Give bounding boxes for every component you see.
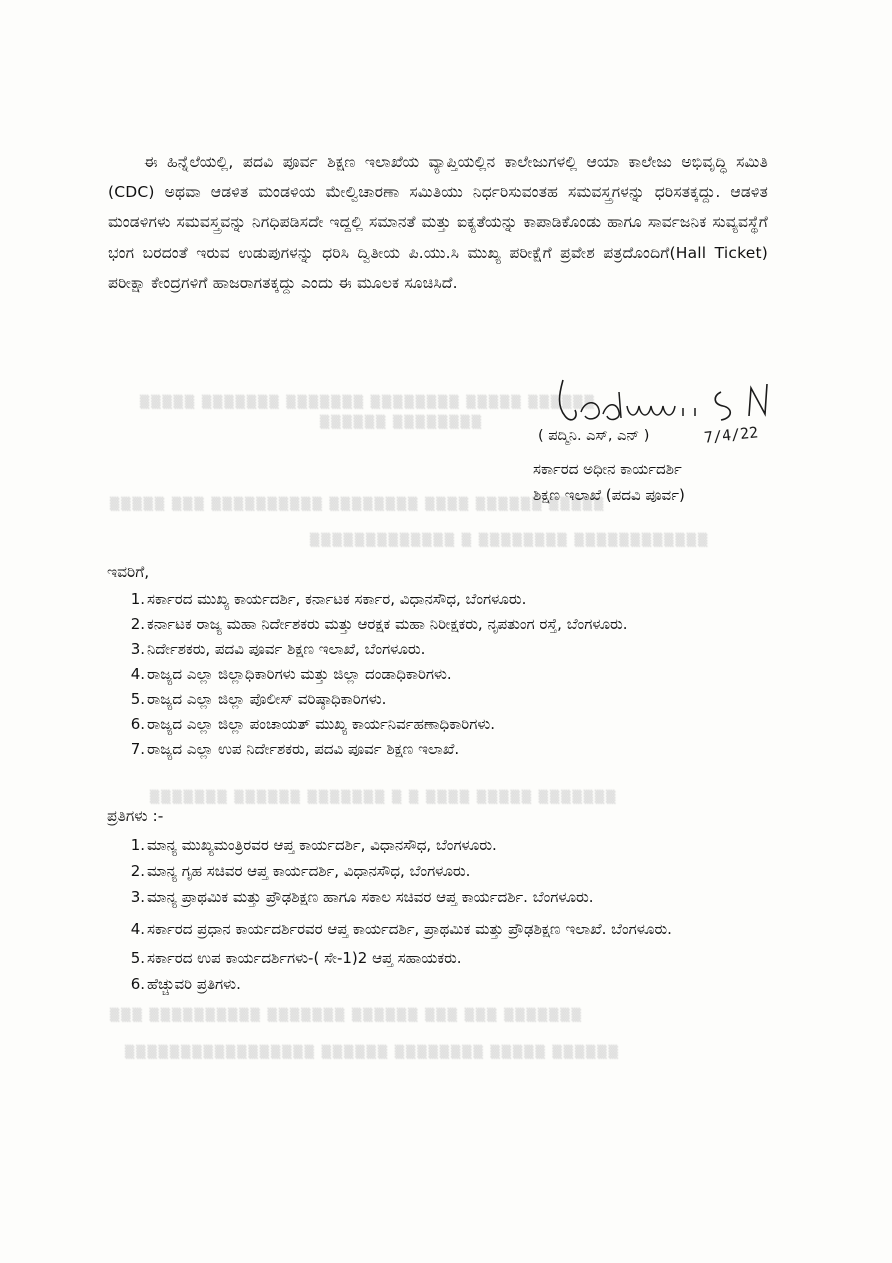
list-number: 5. (130, 690, 145, 708)
copies-item-2 (107, 861, 787, 882)
list-number: 3. (130, 888, 145, 906)
list-number: 3. (130, 640, 145, 658)
recipients-item-3 (107, 639, 787, 660)
copies-item-1 (107, 835, 787, 856)
bleed-through-line: ▒▒▒▒▒▒ ▒▒▒▒▒▒▒▒ (320, 415, 484, 429)
list-text: ಮಾನ್ಯ ಗೃಹ ಸಚಿವರ ಆಪ್ತ ಕಾರ್ಯದರ್ಶಿ, ವಿಧಾನಸೌಧ, ಬೆಂಗಳೂರು. (147, 862, 471, 880)
list-text: ಕರ್ನಾಟಕ ರಾಜ್ಯ ಮಹಾ ನಿರ್ದೇಶಕರು ಮತ್ತು ಆರಕ್ಷಕ ಮಹಾ ನಿರೀಕ್ಷಕರು, ನೃಪತುಂಗ ರಸ್ತೆ, ಬೆಂಗಳೂರು. (147, 615, 628, 633)
list-number: 7. (130, 740, 145, 758)
body-paragraph: ಈ ಹಿನ್ನೆಲೆಯಲ್ಲಿ, ಪದವಿ ಪೂರ್ವ ಶಿಕ್ಷಣ ಇಲಾಖೆಯ ವ್ಯಾಪ್ತಿಯಲ್ಲಿನ ಕಾಲೇಜುಗಳಲ್ಲಿ ಆಯಾ ಕಾಲೇಜು ಅಭಿವೃದ್ಧಿ ಸಮಿತಿ (CDC) ಅಥವಾ ಆಡಳಿತ ಮಂಡಳಿಯ ಮೇಲ್ವಿಚಾರಣಾ ಸಮಿತಿಯು ನಿರ್ಧರಿಸುವಂತಹ ಸಮವಸ್ತ್ರಗಳನ್ನು ಧರಿಸತಕ್ಕದ್ದು. ಆಡಳಿತ ಮಂಡಳಿಗಳು ಸಮವಸ್ತ್ರವನ್ನು ನಿಗಧಿಪಡಿಸದೇ ಇದ್ದಲ್ಲಿ ಸಮಾನತೆ ಮತ್ತು ಐಕ್ಯತೆಯನ್ನು ಕಾಪಾಡಿಕೊಂಡು ಹಾಗೂ ಸಾರ್ವಜನಿಕ ಸುವ್ಯವಸ್ಥೆಗೆ ಭಂಗ ಬರದಂತೆ ಇರುವ ಉಡುಪುಗಳನ್ನು ಧರಿಸಿ ದ್ವಿತೀಯ ಪಿ.ಯು.ಸಿ ಮುಖ್ಯ ಪರೀಕ್ಷೆಗೆ ಪ್ರವೇಶ ಪತ್ರದೊಂದಿಗೆ(Hall Ticket) ಪರೀಕ್ಷಾ ಕೇಂದ್ರಗಳಿಗೆ ಹಾಜರಾಗತಕ್ಕದ್ದು ಎಂದು ಈ ಮೂಲಕ ಸೂಚಿಸಿದೆ. (108, 153, 768, 292)
recipients-list (107, 589, 787, 764)
copies-item-6 (107, 974, 787, 995)
bleed-through-line: ▒▒▒ ▒▒▒▒▒▒▒▒▒▒ ▒▒▒▒▒▒▒ ▒▒▒▒▒▒ ▒▒▒ ▒▒▒ ▒▒▒▒▒▒▒ (110, 1008, 583, 1022)
list-text: ರಾಜ್ಯದ ಎಲ್ಲಾ ಜಿಲ್ಲಾಧಿಕಾರಿಗಳು ಮತ್ತು ಜಿಲ್ಲಾ ದಂಡಾಧಿಕಾರಿಗಳು. (147, 665, 452, 683)
bleed-through-line: ▒▒▒▒▒▒▒ ▒▒▒▒▒▒ ▒▒▒▒▒▒▒ ▒ ▒ ▒▒▒▒ ▒▒▒▒▒ ▒▒▒▒▒▒▒ (150, 790, 618, 804)
recipients-item-7 (107, 739, 787, 760)
list-number: 2. (130, 615, 145, 633)
list-number: 5. (130, 949, 145, 967)
list-text: ಸರ್ಕಾರದ ಪ್ರಧಾನ ಕಾರ್ಯದರ್ಶಿರವರ ಆಪ್ತ ಕಾರ್ಯದರ್ಶಿ, ಪ್ರಾಥಮಿಕ ಮತ್ತು ಪ್ರೌಢಶಿಕ್ಷಣ ಇಲಾಖೆ. ಬೆಂಗಳೂರು. (147, 920, 672, 938)
copies-item-3 (107, 887, 787, 908)
list-text: ಮಾನ್ಯ ಪ್ರಾಥಮಿಕ ಮತ್ತು ಪ್ರೌಢಶಿಕ್ಷಣ ಹಾಗೂ ಸಕಾಲ ಸಚಿವರ ಆಪ್ತ ಕಾರ್ಯದರ್ಶಿ. ಬೆಂಗಳೂರು. (147, 888, 594, 906)
list-number: 4. (130, 920, 145, 938)
recipients-item-6 (107, 714, 787, 735)
list-number: 1. (130, 590, 145, 608)
signatory-name: ( ಪದ್ಮಿನಿ. ಎಸ್, ಎನ್ ) (538, 428, 650, 444)
list-text: ಹೆಚ್ಚುವರಿ ಪ್ರತಿಗಳು. (147, 975, 241, 993)
recipients-item-1 (107, 589, 787, 610)
list-text: ರಾಜ್ಯದ ಎಲ್ಲಾ ಜಿಲ್ಲಾ ಪಂಚಾಯತ್ ಮುಖ್ಯ ಕಾರ್ಯನಿರ್ವಹಣಾಧಿಕಾರಿಗಳು. (147, 715, 496, 733)
list-text: ಸರ್ಕಾರದ ಉಪ ಕಾರ್ಯದರ್ಶಿಗಳು-( ಸೇ-1)2 ಆಪ್ತ ಸಹಾಯಕರು. (147, 949, 462, 967)
list-number: 4. (130, 665, 145, 683)
list-number: 6. (130, 715, 145, 733)
list-number: 2. (130, 862, 145, 880)
copies-list (107, 835, 787, 995)
recipients-item-5 (107, 689, 787, 710)
copies-item-4 (107, 919, 787, 940)
list-text: ರಾಜ್ಯದ ಎಲ್ಲಾ ಉಪ ನಿರ್ದೇಶಕರು, ಪದವಿ ಪೂರ್ವ ಶಿಕ್ಷಣ ಇಲಾಖೆ. (147, 740, 460, 758)
copies-item-5 (107, 948, 787, 969)
list-text: ನಿರ್ದೇಶಕರು, ಪದವಿ ಪೂರ್ವ ಶಿಕ್ಷಣ ಇಲಾಖೆ, ಬೆಂಗಳೂರು. (147, 640, 426, 658)
bleed-through-line: ▒▒▒▒▒▒▒▒▒▒▒▒▒ ▒ ▒▒▒▒▒▒▒▒ ▒▒▒▒▒▒▒▒▒▒▒▒ (310, 533, 710, 547)
list-text: ಮಾನ್ಯ ಮುಖ್ಯಮಂತ್ರಿರವರ ಆಪ್ತ ಕಾರ್ಯದರ್ಶಿ, ವಿಧಾನಸೌಧ, ಬೆಂಗಳೂರು. (147, 836, 497, 854)
list-number: 1. (130, 836, 145, 854)
bleed-through-line: ▒▒▒▒▒ ▒▒▒ ▒▒▒▒▒▒▒▒▒▒ ▒▒▒▒▒▒▒▒ ▒▒▒▒ ▒▒▒▒▒▒ ▒▒▒▒▒ (110, 497, 606, 511)
list-text: ಸರ್ಕಾರದ ಮುಖ್ಯ ಕಾರ್ಯದರ್ಶಿ, ಕರ್ನಾಟಕ ಸರ್ಕಾರ, ವಿಧಾನಸೌಧ, ಬೆಂಗಳೂರು. (147, 590, 527, 608)
handwritten-date: 7/4/22 (703, 423, 759, 447)
list-text: ರಾಜ್ಯದ ಎಲ್ಲಾ ಜಿಲ್ಲಾ ಪೊಲೀಸ್ ವರಿಷ್ಠಾಧಿಕಾರಿಗಳು. (147, 690, 387, 708)
bleed-through-line: ▒▒▒▒▒▒▒▒▒▒▒▒▒▒▒▒▒ ▒▒▒▒▒▒ ▒▒▒▒▒▒▒▒ ▒▒▒▒▒ ▒▒▒▒▒▒ (125, 1045, 620, 1059)
recipients-item-4 (107, 664, 787, 685)
signatory-designation: ಸರ್ಕಾರದ ಅಧೀನ ಕಾರ್ಯದರ್ಶಿ (533, 460, 682, 478)
list-number: 6. (130, 975, 145, 993)
bleed-through-line: ▒▒▒▒▒ ▒▒▒▒▒▒▒ ▒▒▒▒▒▒▒ ▒▒▒▒▒▒▒▒ ▒▒▒▒▒ ▒▒▒▒▒▒ (140, 395, 596, 409)
recipients-item-2 (107, 614, 787, 635)
signatory-department: ಶಿಕ್ಷಣ ಇಲಾಖೆ (ಪದವಿ ಪೂರ್ವ) (533, 486, 685, 504)
copies-heading: ಪ್ರತಿಗಳು :- (107, 807, 164, 825)
recipients-heading: ಇವರಿಗೆ, (107, 563, 150, 581)
